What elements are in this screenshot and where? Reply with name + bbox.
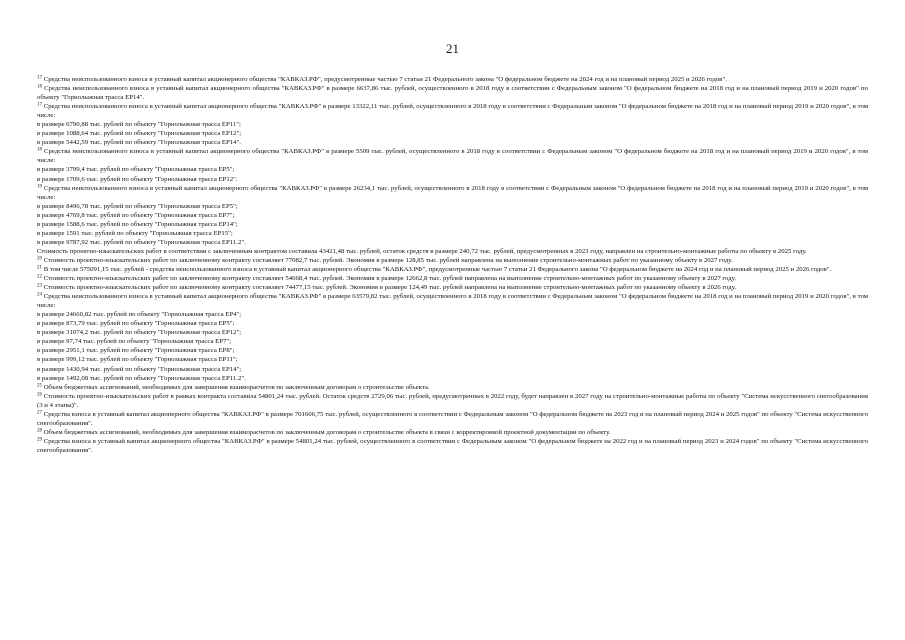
footnote-text: Стоимость проектно-изыскательских работ по заключенному контракту составляет 74477,15 тыс. рублей. Экономия в размере 124,49 тыс. рублей направлена на выполнение строительно-монтажных работ по указанному объекту в 2026 году.	[43, 284, 737, 292]
footnote	[37, 383, 868, 392]
footnote-mark: 18	[37, 147, 42, 153]
page-number: 21	[446, 41, 459, 56]
footnote-mark: 25	[37, 383, 42, 389]
footnote-line	[37, 328, 868, 337]
footnote-mark: 28	[37, 428, 42, 434]
footnote	[37, 274, 868, 283]
footnote-text: в размере 5442,59 тыс. рублей по объекту "Горнолыжная трасса ЕР14".	[37, 139, 241, 147]
footnote-text: Стоимость проектно-изыскательских работ по заключенному контракту составляет 54668,4 тыс. рублей. Экономия в размере 12662,8 тыс. рублей направлена на выполнение строительно-монтажных работ по указанному объекту в 2027 году.	[43, 275, 737, 283]
footnote-text: в размере 2951,1 тыс. рублей по объекту "Горнолыжная трасса ЕР8";	[37, 347, 235, 355]
footnote-text: Средства неиспользованного взноса в уставный капитал акционерного общества "КАВКАЗ.РФ" в размере 63579,82 тыс. рублей, осуществленного в 2018 году в соответствии с Федеральным законом "О федеральном бюджете на 2018 год и на плановый период 2019 и 2020 годов", в том числе:	[37, 293, 868, 310]
footnote-text: Средства неиспользованного взноса в уставный капитал акционерного общества "КАВКАЗ.РФ" в размере 6637,86 тыс. рублей, осуществленного в 2018 году в соответствии с Федеральным законом "О федеральном бюджете на 2018 год и на плановый период 2019 и 2020 годов" по объекту "Горнолыжная трасса ЕР14".	[37, 85, 869, 102]
footnote-mark: 21	[37, 265, 42, 271]
footnote-text: Средства неиспользованного взноса в уставный капитал акционерного общества "КАВКАЗ.РФ" в размере 5509 тыс. рублей, осуществленного в 2018 году в соответствии с Федеральным законом "О федеральном бюджете на 2018 год и на плановый период 2019 и 2020 годов", в том числе:	[37, 148, 868, 165]
footnotes-block	[37, 75, 868, 455]
footnote	[37, 392, 868, 410]
footnote-text: в размере 4769,8 тыс. рублей по объекту "Горнолыжная трасса ЕР7";	[37, 211, 235, 219]
footnote-text: в размере 97,74 тыс. рублей по объекту "Горнолыжная трасса ЕР7";	[37, 338, 232, 346]
footnote	[37, 184, 868, 202]
footnote	[37, 256, 868, 265]
footnote-mark: 24	[37, 292, 42, 298]
footnote	[37, 437, 868, 455]
footnote-line	[37, 229, 868, 238]
footnote-text: Стоимость проектно-изыскательских работ в рамках контракта составила 54801,24 тыс. рублей. Остаток средств 2729,06 тыс. рублей, предусмотренных в 2022 году, будет направлен в 2027 году на строительно-монтажные работы по объекту "Система искусственного снегообразования (3 и 4 этапы)".	[37, 392, 869, 409]
footnote-mark: 17	[37, 75, 42, 81]
footnote-line	[37, 247, 868, 256]
footnote-text: Стоимость проектно-изыскательских работ по заключенному контракту составляет 77082,7 тыс. рублей. Экономия в размере 128,85 тыс. рублей направлена на выполнение строительно-монтажных работ по указанному объекту в 2027 году.	[43, 256, 733, 264]
footnote-mark: 17	[37, 102, 42, 108]
footnote-line	[37, 355, 868, 364]
footnote-line	[37, 220, 868, 229]
footnote-text: В том числе 575091,15 тыс. рублей - средства неиспользованного взноса в уставный капитал акционерного общества "КАВКАЗ.РФ", предусмотренные частью 7 статьи 21 Федерального закона "О федеральном бюджете на 2024 год и на плановый период 2025 и 2026 годов".	[43, 265, 832, 273]
footnote-mark: 20	[37, 256, 42, 262]
footnote	[37, 292, 868, 310]
footnote-text: в размере 999,12 тыс. рублей по объекту "Горнолыжная трасса ЕР11";	[37, 356, 238, 364]
footnote	[37, 102, 868, 120]
footnote-text: Средства неиспользованного взноса в уставный капитал акционерного общества "КАВКАЗ.РФ" в размере 13322,11 тыс. рублей, осуществленного в 2018 году в соответствии с Федеральным законом "О федеральном бюджете на 2018 год и на плановый период 2019 и 2020 годов", в том числе:	[37, 103, 868, 120]
footnote-mark: 23	[37, 283, 42, 289]
footnote	[37, 147, 868, 165]
footnote	[37, 410, 868, 428]
footnote	[37, 283, 868, 292]
footnote-mark: 27	[37, 410, 42, 416]
footnote-mark: 29	[37, 437, 42, 443]
footnote-text: в размере 8496,78 тыс. рублей по объекту "Горнолыжная трасса ЕР5";	[37, 202, 238, 210]
footnote-text: в размере 6790,88 тыс. рублей по объекту "Горнолыжная трасса ЕР11";	[37, 121, 241, 129]
footnote-text: в размере 1492,08 тыс. рублей по объекту "Горнолыжная трасса ЕР11.2".	[37, 374, 246, 382]
footnote-mark: 19	[37, 184, 42, 190]
footnote	[37, 265, 868, 274]
footnote-line	[37, 202, 868, 211]
footnote-text: Объем бюджетных ассигнований, необходимых для завершения взаиморасчетов по заключенным договорам о строительстве объекта в связи с корректировкой проектной документации по объекту.	[43, 428, 611, 436]
footnote-text: Объем бюджетных ассигнований, необходимых для завершения взаиморасчетов по заключенным договорам о строительстве объекта.	[43, 383, 430, 391]
footnote-line	[37, 138, 868, 147]
footnote-line	[37, 310, 868, 319]
footnote-line	[37, 175, 868, 184]
footnote-line	[37, 211, 868, 220]
footnote-line	[37, 337, 868, 346]
footnote	[37, 428, 868, 437]
footnote-text: в размере 873,79 тыс. рублей по объекту "Горнолыжная трасса ЕР5";	[37, 320, 235, 328]
footnote-line	[37, 165, 868, 174]
footnote-text: Средства неиспользованного взноса в уставный капитал акционерного общества "КАВКАЗ.РФ" в размере 26234,1 тыс. рублей, осуществленного в 2018 году в соответствии с Федеральным законом "О федеральном бюджете на 2018 год и на плановый период 2019 и 2020 годов", в том числе:	[37, 184, 869, 201]
footnote-text: Средства неиспользованного взноса в уставный капитал акционерного общества "КАВКАЗ.РФ", предусмотренные частью 7 статьи 21 Федерального закона "О федеральном бюджете на 2024 год и на плановый период 2025 и 2026 годов".	[43, 76, 727, 83]
footnote-line	[37, 120, 868, 129]
footnote	[37, 84, 868, 102]
footnote-text: в размере 1088,64 тыс. рублей по объекту "Горнолыжная трасса ЕР12";	[37, 130, 242, 138]
footnote-text: Средства взноса в уставный капитал акционерного общества "КАВКАЗ.РФ" в размере 701606,75 тыс. рублей, осуществленного в соответствии с Федеральным законом "О федеральном бюджете на 2023 год и на плановый период 2024 и 2025 годов" по объекту "Система искусственного снегообразования".	[37, 410, 868, 427]
footnote-text: Стоимость проектно-изыскательских работ в соответствии с заключенным контрактом составила 43421,48 тыс. рублей, остаток средств в размере 240,72 тыс. рублей, предусмотренных в 2023 году, направлен на строительно-монтажные работы по объекту в 2025 году.	[37, 247, 807, 255]
footnote-line	[37, 346, 868, 355]
footnote-mark: 18	[37, 84, 42, 90]
footnote-mark: 26	[37, 392, 42, 398]
footnote-line	[37, 365, 868, 374]
footnote-mark: 22	[37, 274, 42, 280]
footnote-text: в размере 9787,92 тыс. рублей по объекту "Горнолыжная трасса ЕР11.2".	[37, 238, 246, 246]
footnote-text: в размере 1430,94 тыс. рублей по объекту "Горнолыжная трасса ЕР14";	[37, 365, 242, 373]
footnote-line	[37, 129, 868, 138]
footnote-text: в размере 1709,6 тыс. рублей по объекту "Горнолыжная трасса ЕР12".	[37, 175, 238, 183]
footnote-text: в размере 24660,82 тыс. рублей по объекту "Горнолыжная трасса ЕР4";	[37, 311, 242, 319]
footnote-text: Средства взноса в уставный капитал акционерного общества "КАВКАЗ.РФ" в размере 54801,24 тыс. рублей, осуществленного в соответствии с Федеральным законом "О федеральном бюджете на 2022 год и на плановый период 2023 и 2024 годов" по объекту "Система искусственного снегообразования".	[37, 437, 868, 454]
footnote-line	[37, 238, 868, 247]
footnote-line	[37, 319, 868, 328]
footnote-text: в размере 31074,2 тыс. рублей по объекту "Горнолыжная трасса ЕР12";	[37, 329, 242, 337]
footnote-line	[37, 374, 868, 383]
footnote-text: в размере 3799,4 тыс. рублей по объекту "Горнолыжная трасса ЕР5";	[37, 166, 235, 174]
footnote-text: в размере 1588,6 тыс. рублей по объекту "Горнолыжная трасса ЕР14";	[37, 220, 238, 228]
footnote-text: в размере 1591 тыс. рублей по объекту "Горнолыжная трасса ЕР15";	[37, 229, 233, 237]
footnote	[37, 75, 868, 84]
